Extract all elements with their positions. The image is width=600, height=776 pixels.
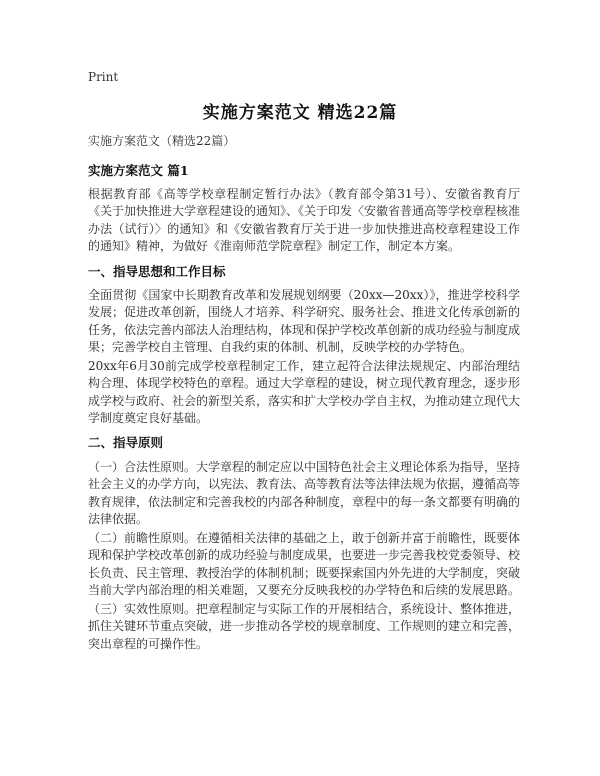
- paragraph-principle-foresight: （二）前瞻性原则。在遵循相关法律的基础之上，敢于创新并富于前瞻性，既要体现和保护学校改革创新的成功经验与制度成果，也要进一步完善我校党委领导、校长负责、民主管理、教授治学的体制机制；既要探索国内外先进的大学制度，突破当前大学内部治理的相关难题，又要充分反映我校的办学特色和后续的发展思路。: [88, 531, 521, 597]
- section-heading-guiding-principles: 二、指导原则: [88, 435, 164, 450]
- paragraph-guiding-ideology: 全面贯彻《国家中长期教育改革和发展规划纲要（20xx—20xx）》，推进学校科学发展；促进改革创新，围绕人才培养、科学研究、服务社会、推进文化传承创新的任务，依法完善内部法人治理结构，体现和保护学校改革创新的成功经验与制度成果；完善学校自主管理、自我约束的体制、机制，反映学校的办学特色。: [88, 288, 521, 354]
- paragraph-intro: 根据教育部《高等学校章程制定暂行办法》（教育部令第31号）、安徽省教育厅《关于加快推进大学章程建设的通知》、《关于印发〈安徽省普通高等学校章程核准办法（试行）〉的通知》和《安徽省教育厅关于进一步加快推进高校章程建设工作的通知》精神，为做好《淮南师范学院章程》制定工作，制定本方案。: [88, 187, 521, 253]
- print-link[interactable]: Print: [88, 70, 119, 84]
- document-subtitle: 实施方案范文（精选22篇）: [88, 134, 236, 148]
- paragraph-principle-effectiveness: （三）实效性原则。把章程制定与实际工作的开展相结合，系统设计、整体推进，抓住关键环节重点突破，进一步推动各学校的规章制度、工作规则的建立和完善，突出章程的可操作性。: [88, 602, 521, 651]
- section-heading-guiding-ideology: 一、指导思想和工作目标: [88, 264, 226, 279]
- document-title: 实施方案范文 精选22篇: [202, 103, 398, 123]
- paragraph-principle-legality: （一）合法性原则。大学章程的制定应以中国特色社会主义理论体系为指导，坚持社会主义的办学方向，以宪法、教育法、高等教育法等法律法规为依据，遵循高等教育规律，依法制定和完善我校的内部各种制度，章程中的每一条文都要有明确的法律依据。: [88, 460, 521, 526]
- article-heading: 实施方案范文 篇1: [88, 163, 189, 178]
- paragraph-work-goal: 20xx年6月30前完成学校章程制定工作，建立起符合法律法规规定、内部治理结构合理、体现学校特色的章程。通过大学章程的建设，树立现代教育理念，逐步形成学校与政府、社会的新型关系，落实和扩大学校办学自主权，为推动建立现代大学制度奠定良好基础。: [88, 359, 521, 425]
